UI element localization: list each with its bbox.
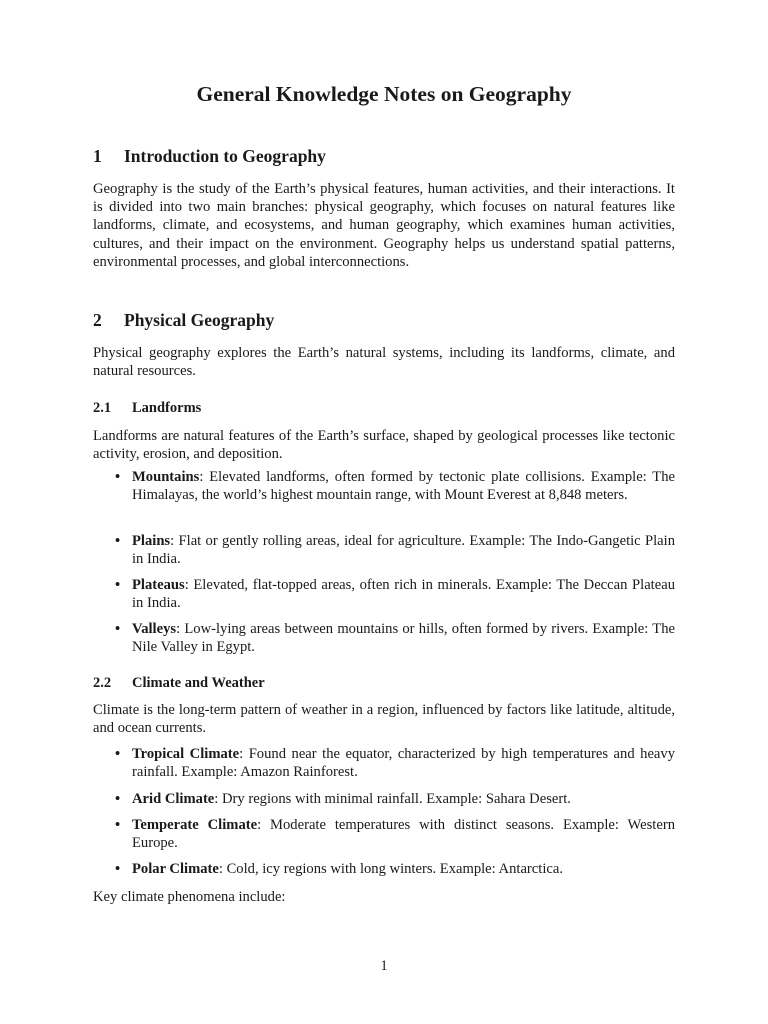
section-heading-physical-geography (93, 310, 274, 331)
list-item-term: Valleys (132, 621, 177, 637)
subsection-number: 2.2 (93, 675, 112, 691)
subsection-number: 2.1 (93, 400, 112, 416)
section-number: 1 (93, 146, 102, 166)
bullet-icon: • (115, 861, 121, 877)
subsection-heading-climate (93, 675, 265, 692)
list-item-term: Plateaus (132, 577, 185, 593)
list-item-plateaus (93, 576, 675, 612)
bullet-icon: • (115, 791, 121, 807)
list-item-mountains (93, 468, 675, 504)
section-title: Introduction to Geography (124, 146, 326, 166)
list-item-text: : Cold, icy regions with long winters. Example: Antarctica. (218, 861, 563, 877)
list-item-text: : Flat or gently rolling areas, ideal for agriculture. Example: The Indo-Gangetic Plain in India. (132, 533, 675, 568)
bullet-icon: • (115, 577, 121, 593)
bullet-icon: • (115, 746, 121, 762)
list-item-term: Mountains (132, 469, 200, 485)
list-item-term: Tropical Climate (132, 746, 240, 762)
section-title: Physical Geography (124, 310, 275, 330)
list-item-temperate-climate (93, 816, 675, 852)
list-item-arid-climate (93, 790, 675, 808)
subsection-heading-landforms (93, 400, 201, 417)
list-item-term: Temperate Climate (132, 817, 258, 833)
climate-paragraph: Climate is the long-term pattern of weather in a region, influenced by factors like latitude, altitude, and ocean currents. (93, 702, 675, 737)
bullet-icon: • (115, 533, 121, 549)
bullet-icon: • (115, 469, 121, 485)
bullet-icon: • (115, 817, 121, 833)
subsection-title: Landforms (132, 400, 202, 416)
intro-paragraph: Geography is the study of the Earth’s physical features, human activities, and their interactions. It is divided into two main branches: physical geography, which focuses on natural features like landforms, climate, and ecosystems, and human geography, which examines human activities, cultures, and their impact on the environment. Geography helps us understand spatial patterns, environmental processes, and global interconnections. (93, 181, 675, 270)
list-item-text: : Moderate temperatures with distinct seasons. Example: Western Europe. (132, 817, 675, 852)
list-item-tropical-climate (93, 745, 675, 781)
list-item-plains (93, 532, 675, 568)
subsection-title: Climate and Weather (132, 675, 265, 691)
list-item-text: : Found near the equator, characterized by high temperatures and heavy rainfall. Example: Amazon Rainforest. (132, 746, 675, 781)
list-item-text: : Low-lying areas between mountains or hills, often formed by rivers. Example: The Nile Valley in Egypt. (132, 621, 675, 656)
page-number: 1 (380, 958, 388, 974)
physical-paragraph: Physical geography explores the Earth’s natural systems, including its landforms, climate, and natural resources. (93, 345, 675, 380)
section-number: 2 (93, 310, 102, 330)
list-item-term: Arid Climate (132, 791, 215, 807)
list-item-term: Plains (132, 533, 171, 549)
document-title: General Knowledge Notes on Geography (196, 82, 572, 106)
list-item-text: : Dry regions with minimal rainfall. Example: Sahara Desert. (214, 791, 571, 807)
list-item-term: Polar Climate (132, 861, 219, 877)
section-heading-introduction (93, 146, 326, 167)
climate-closing-text: Key climate phenomena include: (93, 889, 286, 905)
list-item-valleys (93, 620, 675, 656)
list-item-text: : Elevated, flat-topped areas, often rich in minerals. Example: The Deccan Plateau in India. (132, 577, 675, 612)
list-item-polar-climate (93, 860, 675, 878)
bullet-icon: • (115, 621, 121, 637)
list-item-text: : Elevated landforms, often formed by tectonic plate collisions. Example: The Himalayas, the world’s highest mountain range, with Mount Everest at 8,848 meters. (132, 469, 675, 504)
landforms-paragraph: Landforms are natural features of the Earth’s surface, shaped by geological processes like tectonic activity, erosion, and deposition. (93, 428, 675, 463)
